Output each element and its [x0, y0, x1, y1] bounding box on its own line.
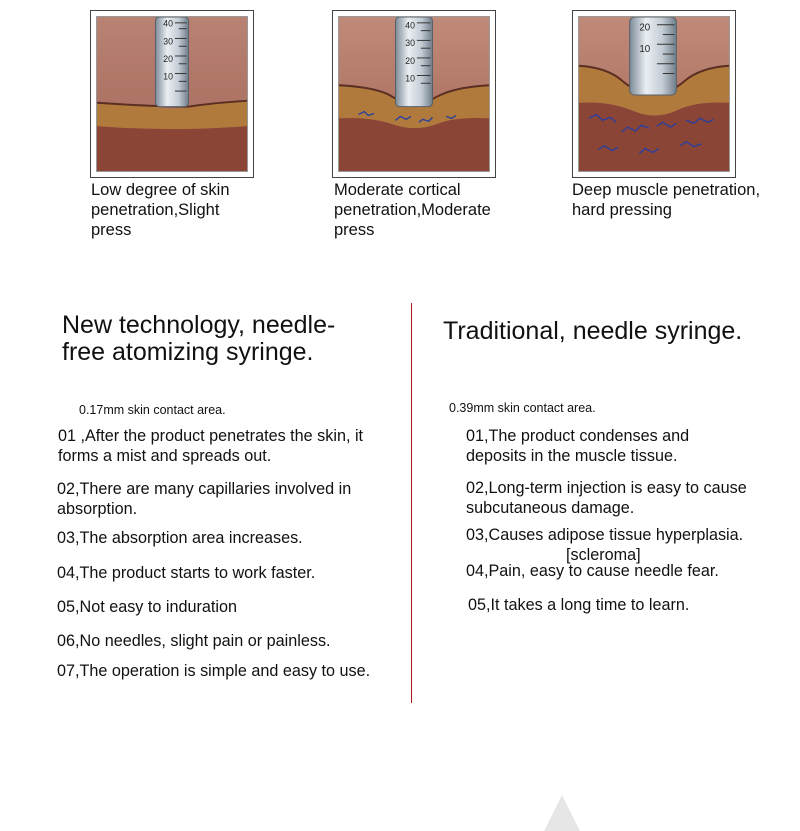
left-contact-area: 0.17mm skin contact area. — [79, 403, 226, 417]
scale-label: 20 — [163, 53, 173, 64]
caption-moderate-penetration: Moderate cortical penetration,Moderate press — [334, 181, 491, 239]
right-contact-area: 0.39mm skin contact area. — [449, 401, 596, 415]
left-item: 04,The product starts to work faster. — [57, 564, 316, 582]
right-item-note: [scleroma] — [566, 546, 641, 564]
left-item: 01 ,After the product penetrates the skin, it forms a mist and spreads out. — [58, 427, 364, 465]
figure-low-penetration — [90, 10, 254, 178]
caption-deep-penetration: Deep muscle penetration, hard pressing — [572, 181, 761, 219]
column-divider — [411, 303, 412, 703]
scale-label: 10 — [163, 71, 173, 82]
left-item: 06,No needles, slight pain or painless. — [57, 632, 331, 650]
right-item — [466, 525, 786, 565]
scale-label: 40 — [405, 20, 415, 31]
scale-label: 20 — [639, 22, 651, 34]
left-item: 07,The operation is simple and easy to use. — [57, 662, 371, 680]
figure-deep-penetration — [572, 10, 736, 178]
scale-label: 30 — [163, 36, 173, 47]
left-item: 02,There are many capillaries involved in absorption. — [57, 480, 352, 518]
left-item: 03,The absorption area increases. — [57, 529, 303, 547]
right-heading: Traditional, needle syringe. — [443, 317, 743, 345]
decorative-triangle — [544, 795, 580, 831]
skin-illustration-deep — [579, 17, 729, 171]
scale-label: 10 — [405, 73, 415, 84]
scale-label: 30 — [405, 38, 415, 49]
left-item: 05,Not easy to induration — [57, 598, 237, 616]
muscle-layer — [97, 126, 247, 171]
right-item: 04,Pain, easy to cause needle fear. — [466, 562, 719, 580]
right-item: 02,Long-term injection is easy to cause subcutaneous damage. — [466, 479, 747, 517]
left-heading: New technology, needle-free atomizing syringe. — [62, 311, 336, 366]
scale-label: 40 — [163, 18, 173, 29]
syringe-barrel — [630, 17, 677, 95]
scale-label: 20 — [405, 55, 415, 66]
right-item-text: 03,Causes adipose tissue hyperplasia. — [466, 526, 744, 544]
scale-label: 10 — [639, 44, 651, 56]
right-item: 05,It takes a long time to learn. — [468, 596, 690, 614]
skin-illustration-moderate — [339, 17, 489, 171]
skin-illustration-low — [97, 17, 247, 171]
caption-low-penetration: Low degree of skin penetration,Slight press — [91, 181, 230, 239]
figure-moderate-penetration — [332, 10, 496, 178]
right-item: 01,The product condenses and deposits in the muscle tissue. — [466, 427, 690, 465]
